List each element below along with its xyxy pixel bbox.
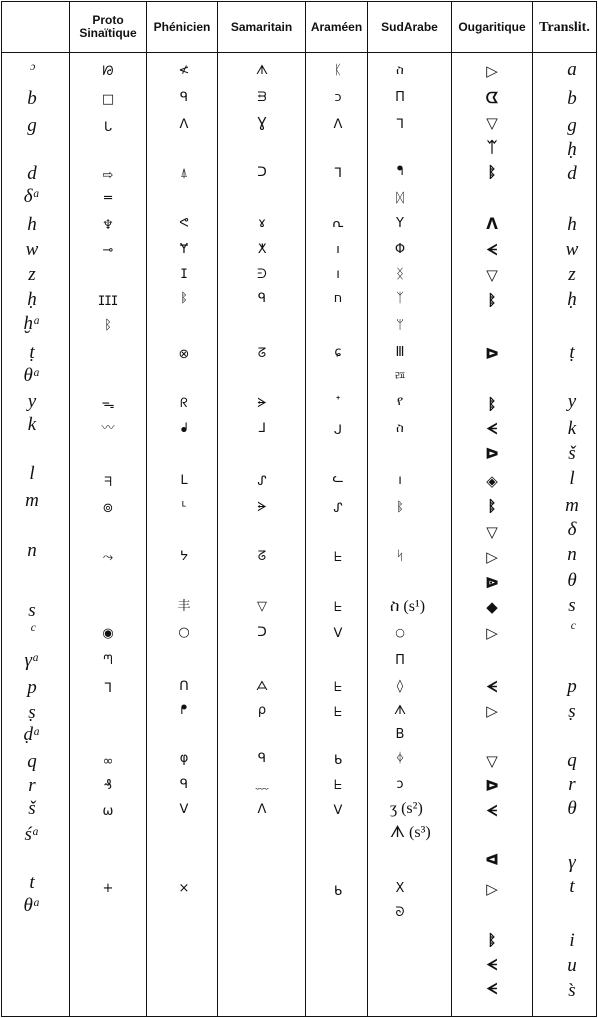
translit-letter: u — [567, 955, 577, 976]
header-samaritain: Samaritain — [230, 19, 293, 34]
translit-letter: ṣ — [568, 701, 576, 722]
translit-letter: n — [567, 544, 577, 565]
sudarabe-glyph: የ — [396, 394, 404, 409]
samaritan-glyph: ᑫ — [257, 751, 267, 766]
sudarabe-glyph: Y — [396, 216, 404, 231]
phenician-glyph: ⍋ — [180, 166, 188, 181]
sudarabe-glyph: ᛄ — [396, 751, 404, 766]
ougaritic-glyph: ◈ — [486, 472, 498, 490]
ougaritic-glyph: ᛔ — [487, 291, 497, 309]
sudarabe-glyph: ᛞ — [396, 191, 404, 206]
ref-letter: ṣ — [28, 702, 36, 723]
column-divider — [305, 2, 306, 1016]
aramaic-glyph: ᖶ — [334, 600, 342, 615]
ougaritic-glyph: ▷ — [486, 702, 498, 720]
column-divider — [69, 2, 70, 1016]
ref-letter: m — [25, 490, 39, 511]
aramaic-glyph: ᑲ — [333, 753, 343, 768]
phenician-glyph: ᒪ — [180, 473, 188, 488]
translit-letter: δ — [567, 519, 577, 540]
column-divider — [451, 2, 452, 1016]
samaritan-glyph: ᒧ — [258, 421, 266, 436]
ougaritic-glyph: ᗕ — [486, 956, 498, 974]
samaritan-glyph: ⵅ — [257, 242, 267, 257]
translit-letter: ḥ — [567, 139, 577, 160]
ougaritic-glyph: ᗕ — [486, 420, 498, 438]
ougaritic-glyph: ᛔ — [487, 931, 497, 949]
sudarabe-glyph: ◊ — [396, 679, 404, 694]
sudarabe-glyph: Φ — [394, 242, 406, 257]
ref-letter: w — [25, 239, 39, 260]
proto-glyph: ⇨ — [102, 168, 114, 183]
samaritan-glyph: ᗓ — [257, 500, 267, 515]
proto-glyph: ᯓ — [101, 397, 115, 412]
samaritan-glyph: ᑐ — [257, 165, 267, 180]
proto-glyph: 〰 — [101, 421, 115, 436]
samaritan-glyph: ▽ — [257, 599, 267, 614]
samaritan-glyph: ᗋ — [255, 679, 269, 694]
aramaic-glyph: ᐯ — [333, 626, 343, 641]
samaritan-glyph: ᘔ — [257, 346, 267, 361]
phenician-glyph: ○ — [178, 625, 190, 640]
header-translit: Translit. — [539, 19, 590, 35]
phenician-glyph: ⵊ — [180, 267, 188, 282]
ougaritic-glyph: ᐊ — [485, 851, 499, 869]
phenician-glyph: ᐯ — [179, 802, 189, 817]
aramaic-glyph: ı — [336, 267, 340, 282]
translit-letter: a — [567, 59, 577, 80]
translit-letter: g — [567, 115, 577, 136]
header-arameen: Araméen — [310, 19, 363, 34]
sudarabe-glyph: ı — [398, 473, 402, 488]
aramaic-glyph: ᕆ — [332, 216, 344, 231]
translit-letter: ᶜ — [569, 618, 575, 639]
ref-letter: y — [27, 391, 37, 412]
translit-letter: γ — [568, 852, 576, 873]
aramaic-glyph: ᒍ — [333, 423, 343, 438]
ref-letter: d — [27, 163, 37, 184]
ref-letter: g — [27, 115, 37, 136]
ougaritic-glyph: ᗕ — [486, 802, 498, 820]
sudarabe-glyph: ﾯ — [393, 369, 407, 384]
translit-letter: l — [569, 468, 575, 489]
phenician-glyph: ᑫ — [179, 90, 189, 105]
aramaic-glyph: ᓚ — [332, 471, 344, 486]
column-divider — [146, 2, 147, 1016]
alphabet-comparison-table — [1, 1, 597, 1017]
header-ougaritique: Ougaritique — [458, 19, 526, 34]
sudarabe-glyph: ᛋ — [396, 549, 404, 564]
proto-glyph: ═ — [104, 191, 112, 206]
phenician-glyph: × — [178, 881, 190, 896]
proto-glyph: ᖷ — [104, 475, 112, 490]
translit-letter: š — [568, 443, 576, 464]
translit-letter: ṭ — [569, 342, 575, 363]
sudarabe-glyph: ስ — [396, 63, 404, 78]
samaritan-glyph: ᘔ — [257, 549, 267, 564]
phenician-glyph: ≮ — [178, 63, 190, 78]
aramaic-glyph: ו — [336, 242, 340, 257]
aramaic-glyph: ᖶ — [334, 778, 342, 793]
samaritan-glyph: ﹏ — [255, 777, 269, 792]
samaritan-glyph: ᐱ — [257, 802, 267, 817]
translit-letter: s̀ — [568, 980, 576, 1001]
translit-letter: m — [565, 495, 579, 516]
aramaic-glyph: ᖶ — [334, 680, 342, 695]
aramaic-glyph: ᐯ — [333, 803, 343, 818]
phenician-glyph: φ — [179, 751, 189, 766]
samaritan-glyph: ᕭ — [257, 267, 267, 282]
proto-glyph: ♆ — [102, 218, 114, 233]
proto-glyph: + — [102, 881, 114, 896]
phenician-glyph: ᖱ — [180, 421, 188, 436]
aramaic-glyph: ᑲ — [333, 884, 343, 899]
ougaritic-glyph: ᐱ — [486, 215, 498, 233]
ref-letter: b — [27, 88, 37, 109]
proto-glyph: ⊸ — [102, 243, 114, 258]
samaritan-glyph: ᗓ — [257, 396, 267, 411]
aramaic-glyph: ᛕ — [334, 63, 342, 78]
translit-letter: p — [567, 676, 577, 697]
header-sudarabe: SudArabe — [381, 19, 438, 34]
sudarabe-glyph: ᖳ — [396, 164, 404, 179]
sudarabe-glyph: Ⅲ — [395, 345, 405, 360]
sudarabe-glyph: ᛉ — [396, 291, 404, 306]
phenician-glyph: ᖰ — [180, 703, 188, 718]
translit-letter: t — [569, 876, 575, 897]
ref-letter: ḍᵃ — [23, 724, 41, 745]
header-proto-sinaitique: Proto Sinaïtique — [79, 13, 137, 40]
samaritan-glyph: ᗑ — [255, 63, 269, 78]
sudarabe-glyph: B — [395, 727, 405, 742]
ougaritic-glyph: ᛠ — [487, 138, 497, 156]
ref-letter: r — [28, 775, 36, 796]
sudarabe-glyph: ᗑ — [393, 703, 407, 718]
ougaritic-glyph: ᐅ — [485, 345, 499, 363]
ougaritic-glyph: ◆ — [486, 598, 498, 616]
sudarabe-glyph-s2: ʒ (s²) — [390, 800, 423, 817]
translit-letter: q — [567, 750, 577, 771]
ougaritic-glyph: ᗧ — [485, 89, 499, 107]
samaritan-glyph: ɤ — [258, 216, 266, 231]
ref-letter: k — [27, 414, 37, 435]
ougaritic-glyph: ▽ — [486, 752, 498, 770]
ref-letter: ḫᵃ — [23, 313, 41, 334]
ref-letter: l — [29, 463, 35, 484]
aramaic-glyph: ᐩ — [335, 394, 341, 409]
translit-letter: k — [567, 418, 577, 439]
phenician-glyph: 丰 — [177, 599, 191, 614]
ougaritic-glyph: ᗕ — [486, 241, 498, 259]
ref-letter: p — [27, 677, 37, 698]
ougaritic-glyph: ᗕ — [486, 678, 498, 696]
ougaritic-glyph: ᛔ — [487, 497, 497, 515]
ougaritic-glyph: ▷ — [486, 62, 498, 80]
ougaritic-glyph: ▽ — [486, 523, 498, 541]
ref-letter: ᶜ — [29, 620, 35, 641]
phenician-glyph: ᐱ — [179, 117, 189, 132]
proto-glyph: ω — [102, 804, 114, 819]
sudarabe-glyph: ᛘ — [396, 318, 404, 333]
sudarabe-glyph-s1: ስ (s¹) — [390, 598, 426, 615]
phenician-glyph: ᖇ — [180, 396, 188, 411]
samaritan-glyph: ᔑ — [257, 474, 267, 489]
sudarabe-glyph: ᘐ — [395, 905, 405, 920]
sudarabe-glyph: ɔ — [396, 777, 404, 792]
aramaic-glyph: ח — [333, 291, 343, 306]
ref-letter: ᵓ — [29, 59, 35, 80]
proto-glyph: ⤳ — [102, 550, 114, 565]
phenician-glyph: ᑫ — [179, 777, 189, 792]
phenician-glyph: ᔭ — [179, 549, 189, 564]
phenician-glyph: Ɏ — [180, 242, 188, 257]
ougaritic-glyph: ᛔ — [487, 395, 497, 413]
ref-letter: γᵃ — [24, 650, 40, 671]
proto-glyph: ᘉ — [103, 653, 113, 668]
ougaritic-glyph: ᐅ — [485, 445, 499, 463]
proto-glyph: ᒐ — [103, 120, 113, 135]
ougaritic-glyph: ᗕ — [486, 980, 498, 998]
proto-glyph: ⊚ — [102, 501, 114, 516]
proto-glyph: ⵊⵊⵊ — [98, 294, 118, 309]
aramaic-glyph: ᒣ — [334, 166, 342, 181]
sudarabe-glyph: X — [395, 881, 405, 896]
translit-letter: w — [565, 239, 579, 260]
sudarabe-glyph-s3: ᗑ (s³) — [390, 824, 431, 841]
sudarabe-glyph: ᛔ — [396, 500, 404, 515]
sudarabe-glyph: ᛝ — [396, 267, 404, 282]
column-divider — [367, 2, 368, 1016]
sudarabe-glyph: Π — [395, 90, 405, 105]
translit-letter: θ — [567, 570, 577, 591]
samaritan-glyph: ᗲ — [257, 90, 267, 105]
phenician-glyph: ᕙ — [179, 216, 189, 231]
samaritan-glyph: ᑫ — [257, 291, 267, 306]
translit-letter: d — [567, 163, 577, 184]
sudarabe-glyph: Π — [395, 653, 405, 668]
ougaritic-glyph: ▷ — [486, 548, 498, 566]
translit-letter: θ — [567, 798, 577, 819]
column-divider — [217, 2, 218, 1016]
translit-letter: i — [569, 930, 575, 951]
ref-letter: t — [29, 872, 35, 893]
ref-letter: š — [28, 798, 36, 819]
header-separator — [2, 52, 596, 53]
column-divider — [532, 2, 533, 1016]
proto-glyph: □ — [101, 92, 115, 107]
ref-letter: śᵃ — [24, 824, 40, 845]
ref-letter: z — [28, 264, 36, 285]
translit-letter: s — [568, 595, 576, 616]
translit-letter: b — [567, 88, 577, 109]
phenician-glyph: ᛔ — [180, 291, 188, 306]
ougaritic-glyph: ᛔ — [487, 163, 497, 181]
proto-glyph: ᒣ — [104, 681, 112, 696]
phenician-glyph: ᑎ — [179, 679, 189, 694]
sudarabe-glyph: ስ — [396, 421, 404, 436]
translit-letter: z — [568, 264, 576, 285]
translit-letter: h — [567, 214, 577, 235]
proto-glyph: ᘙ — [102, 64, 114, 79]
sudarabe-glyph: ○ — [395, 626, 405, 639]
samaritan-glyph: ρ — [257, 703, 267, 718]
ougaritic-glyph: ▽ — [486, 266, 498, 284]
aramaic-glyph: ᖶ — [334, 705, 342, 720]
ref-letter: ṭ — [29, 342, 35, 363]
samaritan-glyph: Ɣ — [257, 116, 267, 131]
ougaritic-glyph: ▷ — [486, 880, 498, 898]
aramaic-glyph: כ — [334, 90, 342, 105]
ref-letter: h — [27, 214, 37, 235]
ref-letter: n — [27, 540, 37, 561]
ref-letter: ḥ — [27, 289, 37, 310]
ougaritic-glyph: ᐅ — [485, 777, 499, 795]
ref-letter: δᵃ — [23, 186, 41, 207]
phenician-glyph: ⊗ — [178, 347, 190, 362]
ref-letter: q — [27, 751, 37, 772]
aramaic-glyph: ɕ — [334, 345, 342, 360]
aramaic-glyph: ᔑ — [333, 501, 343, 516]
aramaic-glyph: ᐱ — [333, 117, 343, 132]
translit-letter: y — [567, 391, 577, 412]
ref-letter: θᵃ — [23, 365, 41, 386]
header-ref — [2, 2, 69, 52]
sudarabe-glyph: ᒣ — [396, 117, 404, 132]
proto-glyph: ᛒ — [104, 318, 112, 333]
ougaritic-glyph: ▷ — [486, 624, 498, 642]
proto-glyph: ₰ — [103, 778, 113, 793]
samaritan-glyph: ᑐ — [257, 625, 267, 640]
phenician-glyph: ᒻ — [181, 500, 187, 515]
aramaic-glyph: ᖶ — [334, 550, 342, 565]
translit-letter: r — [568, 774, 576, 795]
ougaritic-glyph: ᐉ — [485, 574, 499, 592]
ref-letter: s — [28, 600, 36, 621]
ref-letter: θᵃ — [23, 895, 41, 916]
header-phenicien: Phénicien — [153, 19, 211, 34]
translit-letter: ḥ — [567, 289, 577, 310]
proto-glyph: ◉ — [102, 626, 114, 641]
proto-glyph: ∞ — [102, 754, 114, 769]
ougaritic-glyph: ▽ — [486, 114, 498, 132]
